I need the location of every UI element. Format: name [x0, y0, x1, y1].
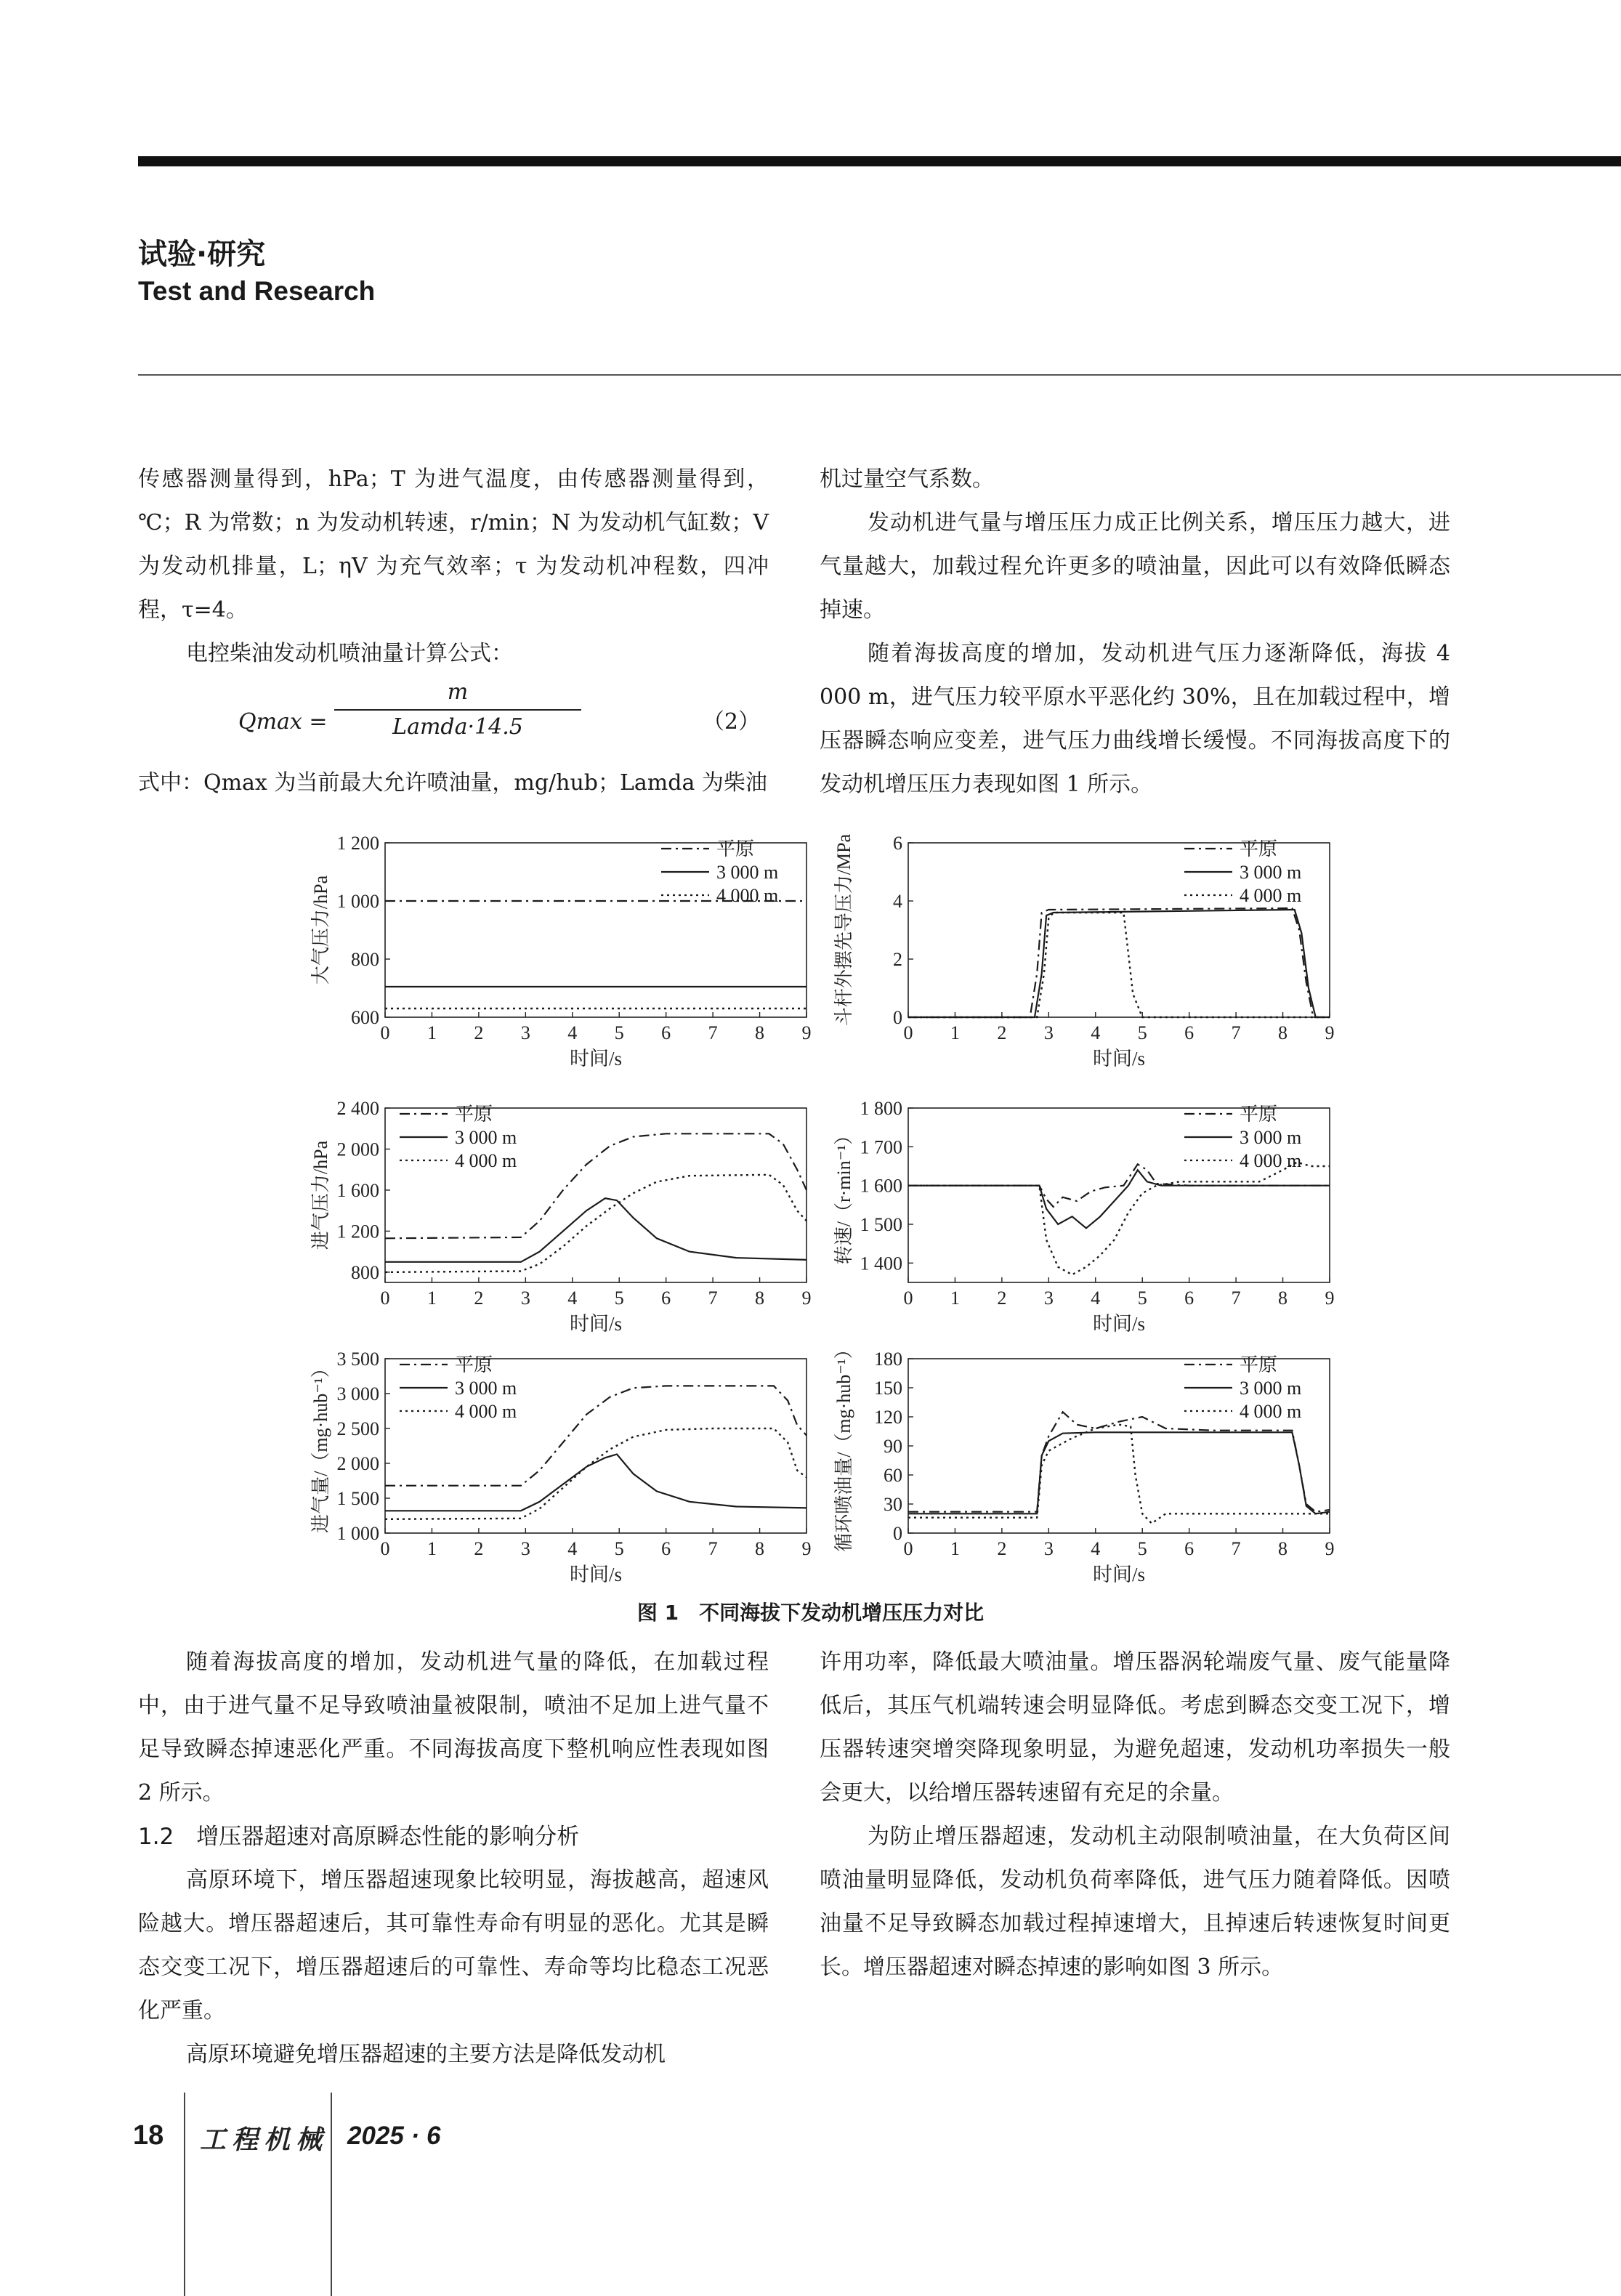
right-column-top	[820, 458, 1450, 807]
series-line	[385, 1428, 807, 1519]
legend-label: 4 000 m	[716, 885, 779, 906]
legend-label: 3 000 m	[716, 862, 779, 883]
y-axis-label: 进气压力/hPa	[310, 1140, 331, 1250]
x-tick-label: 5	[1137, 1538, 1147, 1559]
x-tick-label: 4	[1091, 1538, 1101, 1559]
x-tick-label: 2	[474, 1022, 484, 1043]
y-tick-label: 800	[351, 949, 379, 970]
x-axis-label: 时间/s	[1092, 1313, 1146, 1335]
formula-lhs: Qmax =	[238, 709, 328, 735]
formula-number: （2）	[702, 709, 760, 735]
y-tick-label: 1 800	[860, 1098, 902, 1119]
left-column-top	[138, 458, 769, 805]
series-line	[908, 1425, 1330, 1524]
x-tick-label: 0	[903, 1538, 913, 1559]
x-tick-label: 7	[1231, 1538, 1241, 1559]
issue-label: 2025 · 6	[347, 2122, 441, 2150]
legend-label: 4 000 m	[455, 1401, 517, 1422]
formula-denominator: Lamda·14.5	[392, 714, 523, 740]
paragraph: 电控柴油发动机喷油量计算公式：	[186, 641, 513, 666]
x-tick-label: 2	[997, 1538, 1007, 1559]
x-tick-label: 5	[1137, 1288, 1147, 1309]
y-tick-label: 2 500	[336, 1418, 379, 1439]
y-tick-label: 1 400	[860, 1253, 902, 1274]
section-title-cn: 试验·研究	[138, 238, 266, 271]
legend-label: 3 000 m	[1240, 1378, 1302, 1399]
x-tick-label: 3	[520, 1022, 530, 1043]
paragraph: 许用功率，降低最大喷油量。增压器涡轮端废气量、废气能量降低后，其压气机端转速会明显降低。考虑到瞬态交变工况下，增压器转速突增突降现象明显，为避免超速，发动机功率损失一般会更大，以给增压器转速留有充足的余量。	[820, 1649, 1450, 1806]
x-tick-label: 1	[950, 1288, 960, 1309]
y-axis-label: 循环喷油量/（mg·hub⁻¹）	[833, 1340, 854, 1552]
legend-label: 平原	[455, 1104, 493, 1125]
y-tick-label: 120	[874, 1407, 902, 1428]
journal-logo: 工程机械	[200, 2125, 328, 2155]
x-tick-label: 6	[1184, 1022, 1194, 1043]
y-tick-label: 1 500	[860, 1214, 902, 1235]
x-tick-label: 9	[801, 1538, 812, 1559]
y-axis-label: 斗杆外摆先导压力/MPa	[833, 833, 854, 1027]
section-title-en: Test and Research	[138, 276, 376, 306]
paragraph: 随着海拔高度的增加，发动机进气量的降低，在加载过程中，由于进气量不足导致喷油量被限制，喷油不足加上进气量不足导致瞬态掉速恶化严重。不同海拔高度下整机响应性表现如图 2 所示。	[138, 1649, 769, 1806]
x-tick-label: 6	[661, 1288, 671, 1309]
x-tick-label: 0	[903, 1022, 913, 1043]
paragraph: 传感器测量得到，hPa；T 为进气温度，由传感器测量得到，℃；R 为常数；n 为发动机转速，r/min；N 为发动机气缸数；V 为发动机排量，L；ηV 为充气效率；τ 为发动机冲程数，四冲程，τ=4。	[138, 466, 769, 623]
x-tick-label: 4	[567, 1538, 578, 1559]
x-tick-label: 5	[614, 1288, 624, 1309]
legend-label: 平原	[455, 1354, 493, 1375]
y-axis-label: 进气量/（mg·hub⁻¹）	[310, 1359, 331, 1533]
x-tick-label: 1	[950, 1538, 960, 1559]
paragraph: 式中：Qmax 为当前最大允许喷油量，mg/hub；Lamda 为柴油	[138, 770, 767, 796]
chart-panel	[310, 833, 812, 1070]
x-tick-label: 8	[1278, 1022, 1288, 1043]
x-tick-label: 1	[950, 1022, 960, 1043]
legend-label: 4 000 m	[1240, 1401, 1302, 1422]
chart-panel	[833, 1098, 1335, 1335]
x-tick-label: 4	[1091, 1022, 1101, 1043]
y-tick-label: 0	[893, 1523, 902, 1544]
series-line	[908, 908, 1330, 1017]
formula-2	[138, 676, 769, 761]
x-tick-label: 6	[661, 1022, 671, 1043]
x-tick-label: 2	[474, 1538, 484, 1559]
series-line	[385, 1198, 807, 1262]
x-tick-label: 9	[1325, 1288, 1335, 1309]
x-tick-label: 2	[997, 1288, 1007, 1309]
right-column-bottom	[820, 1641, 1450, 1989]
x-tick-label: 5	[614, 1538, 624, 1559]
x-tick-label: 3	[1043, 1538, 1054, 1559]
series-line	[908, 910, 1330, 1017]
x-axis-label: 时间/s	[1092, 1564, 1146, 1585]
formula-fraction	[334, 676, 581, 744]
y-tick-label: 0	[893, 1007, 902, 1028]
x-tick-label: 8	[755, 1288, 765, 1309]
legend-label: 平原	[1240, 838, 1278, 860]
y-tick-label: 1 500	[336, 1488, 379, 1509]
y-axis-label: 转速/（r·min⁻¹）	[833, 1125, 854, 1265]
x-tick-label: 8	[1278, 1288, 1288, 1309]
figure-caption: 图 1 不同海拔下发动机增压压力对比	[636, 1601, 985, 1625]
x-tick-label: 6	[1184, 1288, 1194, 1309]
series-line	[908, 1170, 1330, 1228]
x-tick-label: 0	[380, 1288, 390, 1309]
paragraph: 发动机进气量与增压压力成正比例关系，增压压力越大，进气量越大，加载过程允许更多的喷油量，因此可以有效降低瞬态掉速。	[820, 510, 1450, 623]
y-tick-label: 2 000	[336, 1453, 379, 1474]
y-tick-label: 3 500	[336, 1349, 379, 1370]
x-tick-label: 1	[427, 1538, 437, 1559]
x-axis-label: 时间/s	[569, 1313, 623, 1335]
y-tick-label: 2 400	[336, 1098, 379, 1119]
x-tick-label: 3	[1043, 1288, 1054, 1309]
x-tick-label: 9	[801, 1022, 812, 1043]
x-tick-label: 0	[380, 1022, 390, 1043]
x-tick-label: 5	[614, 1022, 624, 1043]
x-tick-label: 9	[801, 1288, 812, 1309]
figure-1-charts	[276, 814, 1351, 1606]
chart-panel	[833, 1340, 1335, 1585]
chart-panel	[833, 833, 1335, 1070]
chart-panel	[310, 1349, 812, 1585]
y-tick-label: 1 200	[336, 833, 379, 854]
paragraph: 机过量空气系数。	[820, 466, 994, 492]
series-line	[908, 1412, 1330, 1511]
header-rule	[138, 156, 1621, 166]
legend-label: 4 000 m	[1240, 885, 1302, 906]
x-axis-label: 时间/s	[1092, 1048, 1146, 1070]
x-tick-label: 9	[1325, 1538, 1335, 1559]
series-line	[385, 1386, 807, 1485]
y-tick-label: 3 000	[336, 1383, 379, 1404]
y-tick-label: 6	[893, 833, 902, 854]
y-tick-label: 600	[351, 1007, 379, 1028]
x-axis-label: 时间/s	[569, 1048, 623, 1070]
legend-label: 4 000 m	[455, 1150, 517, 1171]
x-tick-label: 7	[1231, 1022, 1241, 1043]
x-tick-label: 1	[427, 1288, 437, 1309]
left-column-bottom	[138, 1641, 769, 2077]
y-tick-label: 30	[884, 1494, 902, 1515]
y-tick-label: 1 200	[336, 1221, 379, 1242]
x-tick-label: 3	[520, 1538, 530, 1559]
x-tick-label: 8	[755, 1022, 765, 1043]
x-tick-label: 3	[520, 1288, 530, 1309]
x-tick-label: 2	[997, 1022, 1007, 1043]
page-number: 18	[133, 2120, 164, 2151]
legend-label: 4 000 m	[1240, 1150, 1302, 1171]
formula-numerator: m	[447, 679, 469, 705]
y-tick-label: 4	[893, 891, 902, 912]
legend-label: 3 000 m	[1240, 862, 1302, 883]
header-divider	[138, 374, 1621, 376]
paragraph: 为防止增压器超速，发动机主动限制喷油量，在大负荷区间喷油量明显降低，发动机负荷率降低，进气压力随着降低。因喷油量不足导致瞬态加载过程掉速增大，且掉速后转速恢复时间更长。增压器超速对瞬态掉速的影响如图 3 所示。	[820, 1824, 1450, 1980]
y-tick-label: 150	[874, 1378, 902, 1399]
legend-label: 3 000 m	[455, 1127, 517, 1148]
x-tick-label: 2	[474, 1288, 484, 1309]
y-tick-label: 180	[874, 1349, 902, 1370]
y-axis-label: 大气压力/hPa	[310, 875, 331, 985]
x-tick-label: 6	[1184, 1538, 1194, 1559]
y-tick-label: 2	[893, 949, 902, 970]
x-tick-label: 7	[708, 1538, 718, 1559]
x-tick-label: 8	[755, 1538, 765, 1559]
y-tick-label: 1 600	[860, 1175, 902, 1197]
x-tick-label: 9	[1325, 1022, 1335, 1043]
chart-panel	[310, 1098, 812, 1335]
x-tick-label: 0	[903, 1288, 913, 1309]
legend-label: 3 000 m	[1240, 1127, 1302, 1148]
series-line	[385, 1455, 807, 1511]
x-tick-label: 8	[1278, 1538, 1288, 1559]
x-tick-label: 5	[1137, 1022, 1147, 1043]
y-tick-label: 2 000	[336, 1139, 379, 1160]
y-tick-label: 800	[351, 1261, 379, 1283]
x-tick-label: 1	[427, 1022, 437, 1043]
x-tick-label: 3	[1043, 1022, 1054, 1043]
legend-label: 平原	[1240, 1104, 1278, 1125]
x-tick-label: 0	[380, 1538, 390, 1559]
x-tick-label: 6	[661, 1538, 671, 1559]
y-tick-label: 1 600	[336, 1179, 379, 1201]
x-tick-label: 7	[708, 1022, 718, 1043]
x-tick-label: 7	[708, 1288, 718, 1309]
y-tick-label: 1 000	[336, 1523, 379, 1544]
series-line	[908, 1163, 1330, 1275]
y-tick-label: 1 000	[336, 891, 379, 912]
x-tick-label: 4	[567, 1022, 578, 1043]
legend-label: 平原	[1240, 1354, 1278, 1375]
legend-label: 3 000 m	[455, 1378, 517, 1399]
paragraph: 高原环境避免增压器超速的主要方法是降低发动机	[186, 2042, 666, 2067]
series-line	[385, 1133, 807, 1238]
series-line	[908, 913, 1330, 1017]
paragraph: 随着海拔高度的增加，发动机进气压力逐渐降低，海拔 4 000 m，进气压力较平原水平恶化约 30%，且在加载过程中，增压器瞬态响应变差，进气压力曲线增长缓慢。不同海拔高度下的发动机增压压力表现如图 1 所示。	[820, 641, 1450, 797]
y-tick-label: 90	[884, 1436, 902, 1457]
x-tick-label: 7	[1231, 1288, 1241, 1309]
footer-divider	[184, 2093, 185, 2296]
series-line	[908, 1432, 1330, 1513]
x-axis-label: 时间/s	[569, 1564, 623, 1585]
x-tick-label: 4	[567, 1288, 578, 1309]
legend-label: 平原	[716, 838, 755, 860]
paragraph: 高原环境下，增压器超速现象比较明显，海拔越高，超速风险越大。增压器超速后，其可靠性寿命有明显的恶化。尤其是瞬态交变工况下，增压器超速后的可靠性、寿命等均比稳态工况恶化严重。	[138, 1867, 769, 2024]
section-heading: 1.2 增压器超速对高原瞬态性能的影响分析	[138, 1824, 580, 1850]
x-tick-label: 4	[1091, 1288, 1101, 1309]
y-tick-label: 1 700	[860, 1136, 902, 1158]
plot-frame	[385, 1108, 807, 1282]
y-tick-label: 60	[884, 1465, 902, 1486]
footer-divider	[331, 2093, 332, 2296]
